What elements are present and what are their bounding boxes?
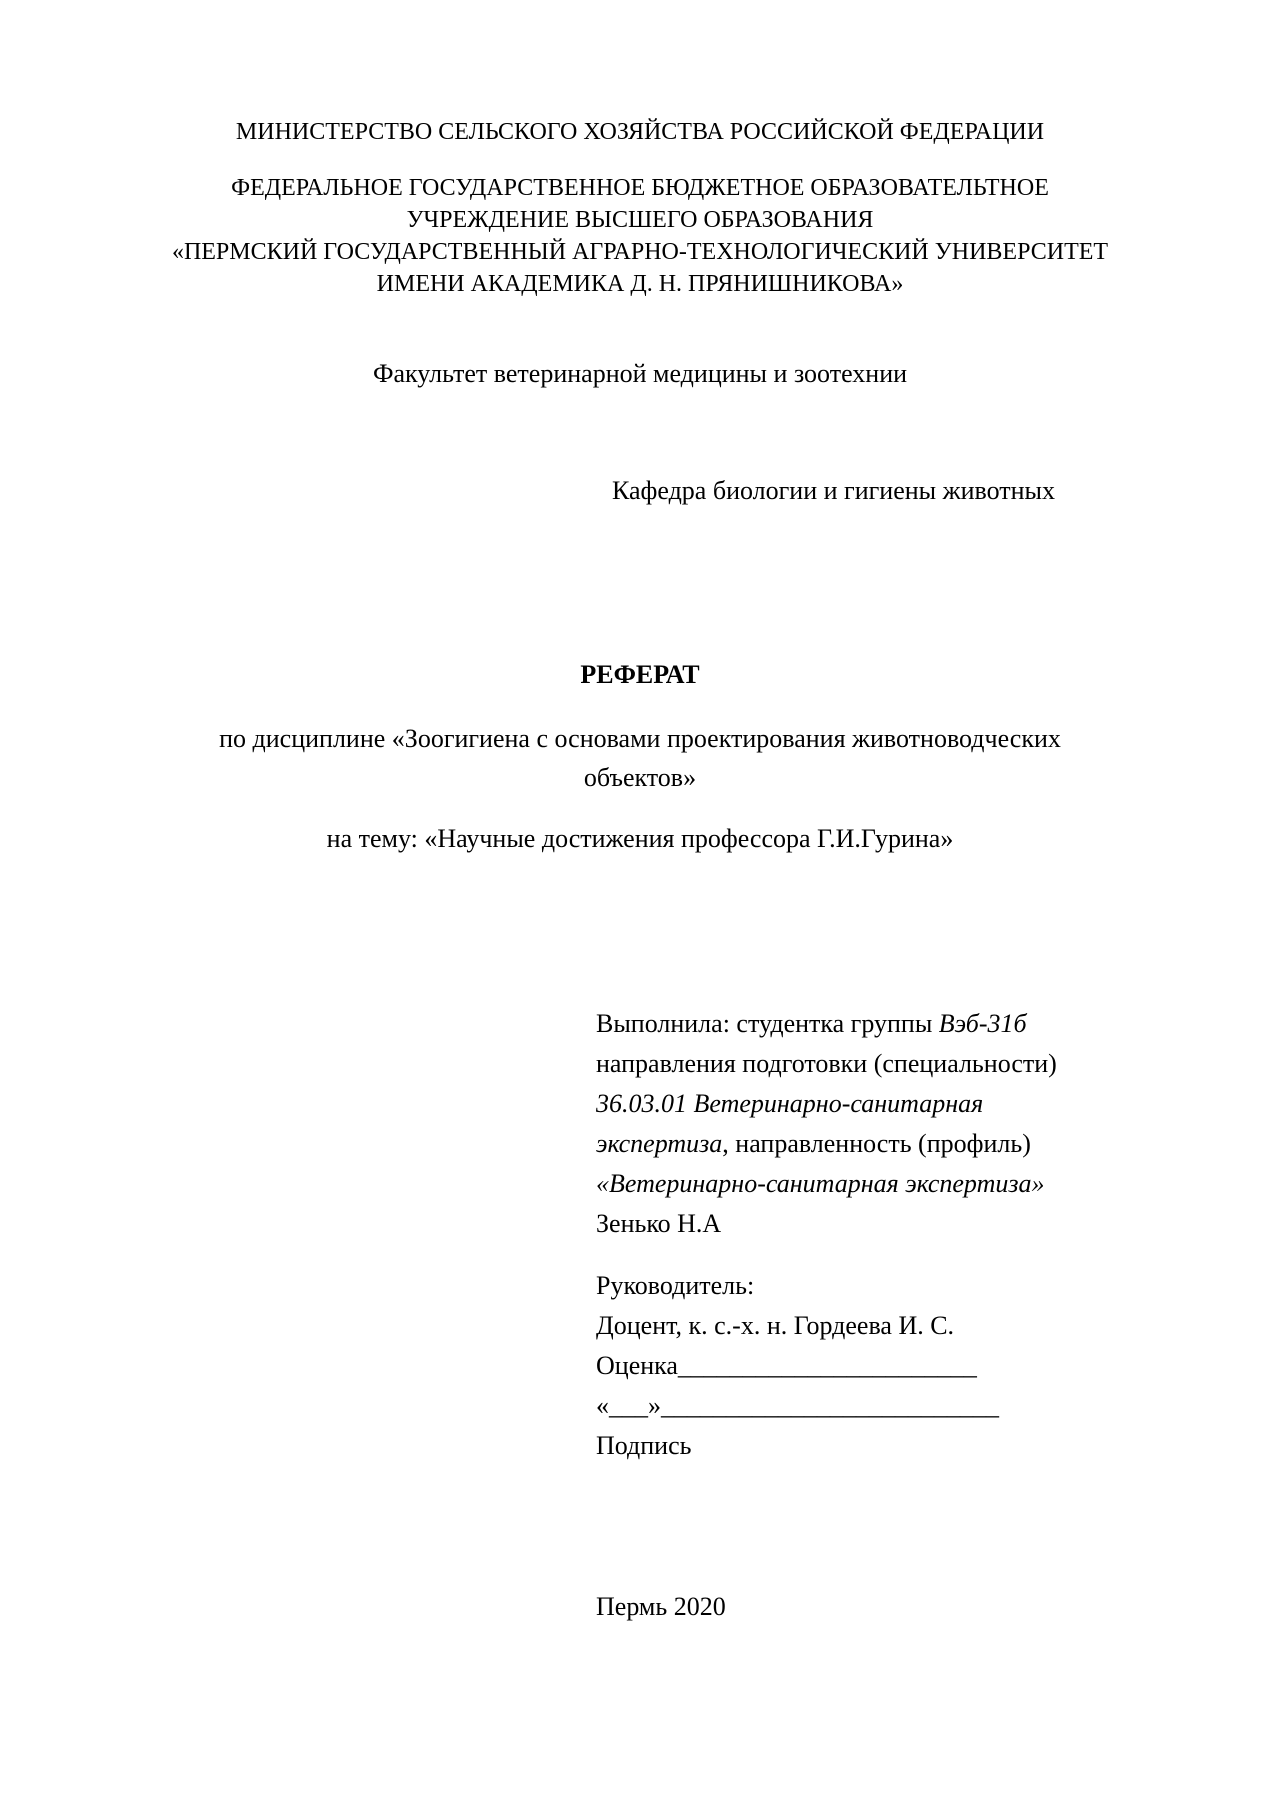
specialty-word: экспертиза <box>596 1129 723 1158</box>
ministry-title: МИНИСТЕРСТВО СЕЛЬСКОГО ХОЗЯЙСТВА РОССИЙСКОЙ ФЕДЕРАЦИИ <box>235 119 1045 145</box>
document-heading: РЕФЕРАТ <box>580 660 700 689</box>
city-year: Пермь 2020 <box>596 1592 726 1621</box>
department-name: Кафедра биологии и гигиены животных <box>612 476 1055 505</box>
institution-line-2: УЧРЕЖДЕНИЕ ВЫСШЕГО ОБРАЗОВАНИЯ <box>406 207 874 233</box>
faculty-name: Факультет ветеринарной медицины и зоотехнии <box>372 359 908 388</box>
discipline-line-1: по дисциплине «Зоогигиена с основами проектирования животноводческих <box>219 724 1061 753</box>
profile-label: , направленность (профиль) <box>722 1129 1031 1158</box>
supervisor-name: Доцент, к. с.-х. н. Гордеева И. С. <box>596 1311 955 1340</box>
institution-line-4: ИМЕНИ АКАДЕМИКА Д. Н. ПРЯНИШНИКОВА» <box>376 271 904 297</box>
author-prefix: Выполнила: студентка группы <box>596 1009 939 1038</box>
author-line-3: 36.03.01 Ветеринарно-санитарная <box>596 1089 984 1118</box>
institution-line-1: ФЕДЕРАЛЬНОЕ ГОСУДАРСТВЕННОЕ БЮДЖЕТНОЕ ОБРАЗОВАТЕЛЬТНОЕ <box>231 175 1049 201</box>
grade-line: Оценка_______________________ <box>596 1351 977 1380</box>
author-line-4 <box>596 1131 1031 1157</box>
discipline-line-2: объектов» <box>583 763 697 792</box>
date-line: «___»__________________________ <box>596 1391 999 1420</box>
author-line-2: направления подготовки (специальности) <box>596 1049 1057 1078</box>
topic-line: на тему: «Научные достижения профессора Г.И.Гурина» <box>326 824 954 853</box>
institution-line-3: «ПЕРМСКИЙ ГОСУДАРСТВЕННЫЙ АГРАРНО-ТЕХНОЛОГИЧЕСКИЙ УНИВЕРСИТЕТ <box>171 239 1109 265</box>
author-name: Зенько Н.А <box>596 1209 722 1238</box>
author-line-1 <box>596 1011 1027 1037</box>
author-line-5: «Ветеринарно-санитарная экспертиза» <box>596 1169 1045 1198</box>
signature-label: Подпись <box>596 1431 692 1460</box>
supervisor-label: Руководитель: <box>596 1271 755 1300</box>
student-group: Вэб-31б <box>938 1009 1027 1038</box>
